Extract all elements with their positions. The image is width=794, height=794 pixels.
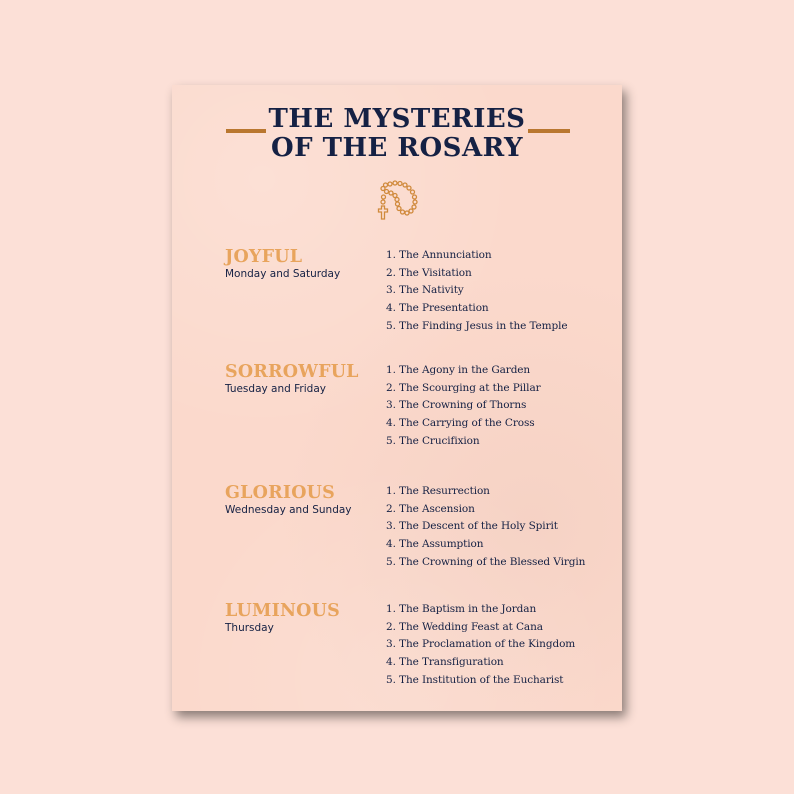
title-line-2: OF THE ROSARY — [270, 133, 523, 163]
mystery-item: 3. The Crowning of Thorns — [386, 399, 527, 412]
mystery-item: 4. The Assumption — [386, 538, 484, 551]
mystery-item: 1. The Agony in the Garden — [386, 364, 531, 376]
mysteries-list — [386, 247, 568, 335]
mystery-item: 2. The Scourging at the Pillar — [386, 381, 541, 394]
mysteries-list — [386, 601, 575, 689]
section-days: Monday and Saturday — [225, 268, 341, 280]
section-name: SORROWFUL — [225, 362, 359, 382]
mystery-item: 2. The Wedding Feast at Cana — [386, 620, 543, 633]
mystery-item: 5. The Finding Jesus in the Temple — [386, 319, 568, 332]
mystery-item: 5. The Crucifixion — [386, 434, 480, 447]
mystery-item: 1. The Annunciation — [386, 249, 492, 261]
mystery-item: 3. The Proclamation of the Kingdom — [386, 638, 576, 651]
mystery-item: 3. The Nativity — [386, 284, 464, 297]
title-rule-right — [528, 129, 570, 133]
mystery-item: 1. The Resurrection — [386, 485, 490, 497]
mystery-item: 4. The Presentation — [386, 302, 489, 315]
rosary-icon — [374, 180, 422, 228]
section-days: Wednesday and Sunday — [225, 504, 352, 516]
title-rule-left — [226, 129, 266, 133]
poster-title — [172, 105, 622, 163]
rosary-poster — [172, 85, 622, 711]
section-days: Thursday — [225, 622, 274, 634]
title-line-1: THE MYSTERIES — [268, 104, 526, 134]
mystery-item: 5. The Institution of the Eucharist — [386, 673, 564, 686]
mystery-item: 4. The Carrying of the Cross — [386, 417, 535, 430]
mystery-item: 3. The Descent of the Holy Spirit — [386, 520, 558, 533]
mysteries-list — [386, 483, 585, 571]
mystery-item: 1. The Baptism in the Jordan — [386, 603, 537, 615]
mystery-item: 5. The Crowning of the Blessed Virgin — [386, 555, 586, 568]
section-name: LUMINOUS — [225, 601, 340, 621]
section-name: GLORIOUS — [225, 483, 335, 503]
section-name: JOYFUL — [225, 247, 303, 267]
mystery-item: 4. The Transfiguration — [386, 656, 504, 669]
mysteries-list — [386, 362, 541, 450]
section-days: Tuesday and Friday — [225, 383, 326, 395]
mystery-item: 2. The Ascension — [386, 502, 475, 515]
mystery-item: 2. The Visitation — [386, 266, 472, 279]
